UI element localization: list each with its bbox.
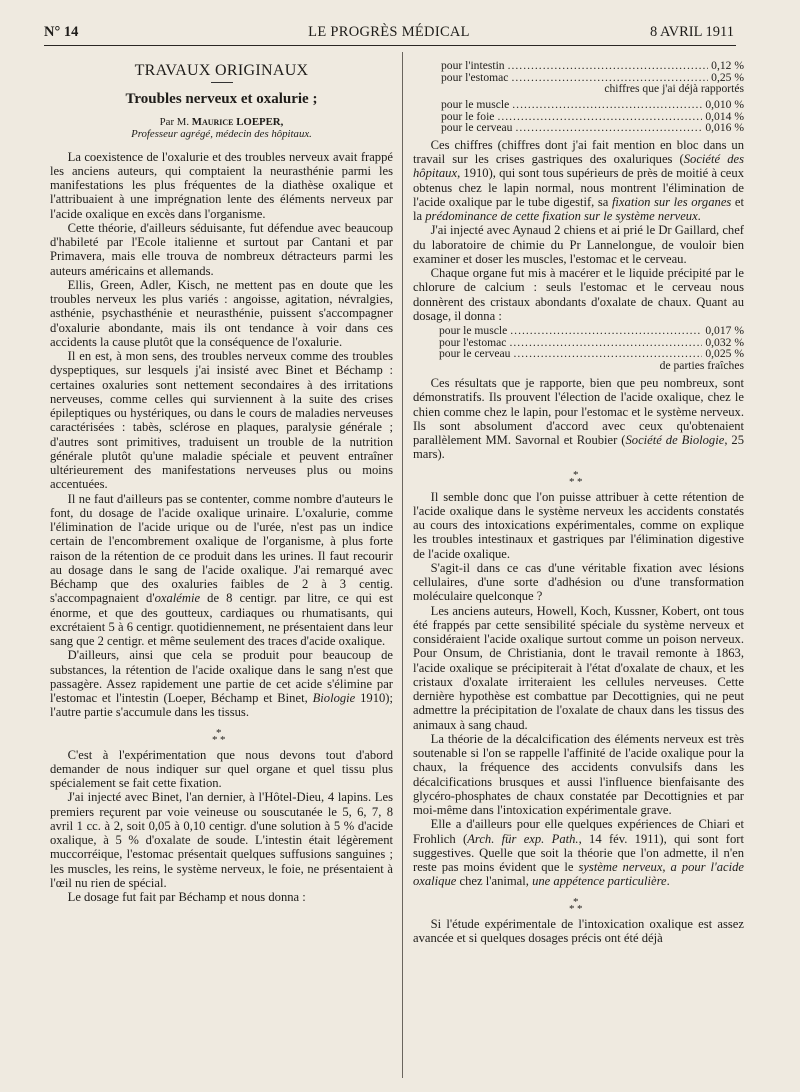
issue-number: N° 14: [44, 24, 79, 40]
author-affiliation: Professeur agrégé, médecin des hôpitaux.: [131, 128, 312, 140]
dosage-list-rabbit-digestive: [441, 60, 744, 95]
dosage-row: pour le muscle ..... 0,010 %: [441, 99, 744, 111]
byline: [50, 116, 393, 141]
paragraph: Les anciens auteurs, Howell, Koch, Kussner, Kobert, ont tous été frappés par cette sensibilité spéciale du système nerveux et considéraient l'acide oxalique surtout comme un poison nerveux. Pour Onsum, de Christiania, dont le travail remonte à 1863, l'acide oxalique se précipiterait à l'état d'oxalate de chaux, et les cristaux d'oxalate irriteraient les cellules nerveuses. Cette dernière hypothèse est combattue par Decottignies, qui ne peut admettre la précipitation de l'oxalate de chaux dans les tissus des animaux à sang chaud.: [413, 603, 744, 732]
dosage-row: pour le cerveau ..... 0,016 %: [441, 122, 744, 134]
emphasis: prédominance de cette fixation sur le système nerveux: [425, 209, 698, 224]
journal-title: LE PROGRÈS MÉDICAL: [308, 24, 470, 40]
paragraph: Il en est, à mon sens, des troubles nerveux comme des troubles dyspeptiques, sur lesquels j'ai insisté avec Binet et Béchamp : certaines oxaluries sont nettement secondaires à des irritations nerveuses, comme celles qui surviennent à la suite des crises épileptiques ou hystériques, ou dans le cours de maladies nerveuses caractérisées : tabès, sclérose en plaques, paralysie générale ; d'autres sont primitives, traduisent un trouble de la nutrition générale plutôt qu'une maladie spéciale et peuvent entraîner ultérieurement des manifestations nerveuses plus ou moins accentuées.: [50, 349, 393, 492]
article-title: Troubles nerveux et oxalurie ;: [125, 91, 318, 108]
text-run: Elle a d'ailleurs pour elle quelques expériences de Chiari et Frohlich (: [413, 817, 744, 846]
author-name: Maurice LOEPER,: [191, 115, 284, 128]
section-rule: [211, 82, 233, 83]
paragraph: Chaque organe fut mis à macérer et le liquide précipité par le chlorure de calcium : seuls l'estomac et le cerveau nous donnèrent des cristaux abondants d'oxalate de chaux. Quant au dosage, il donna :: [413, 266, 744, 323]
paragraph: S'agit-il dans ce cas d'une véritable fixation avec lésions cellulaires, d'une sorte d'adhésion ou d'une transformation moléculaire quelconque ?: [413, 560, 744, 604]
emphasis: oxalémie: [154, 591, 201, 606]
paragraph: [413, 817, 744, 888]
asterism-divider: * * *: [569, 895, 583, 915]
text-run: .: [697, 209, 701, 224]
dosage-row: pour l'estomac ..... 0,25 %: [441, 72, 744, 84]
emphasis: système nerveux, a pour l'acide oxalique: [413, 860, 744, 889]
text-run: Ces résultats que je rapporte, bien que peu nombreux, sont démonstratifs. Ils prouvent l'élection de l'acide oxalique, chez le chien comme chez le lapin, pour l'estomac et le système nerveux. Ils sont absolument d'accord avec ceux qu'obtenaient parallèlement MM. Savornal et Roubier (: [413, 376, 744, 447]
section-heading: TRAVAUX ORIGINAUX: [134, 62, 309, 79]
text-run: 1910); l'autre partie s'accumule dans les tissus.: [50, 691, 393, 720]
column-divider: [402, 52, 403, 1078]
emphasis: Arch. für exp. Path.: [467, 831, 579, 846]
text-run: Il ne faut d'ailleurs pas se contenter, comme nombre d'auteurs le font, du dosage de l'acide oxalique urinaire. L'oxalurie, comme l'élimination de l'acide urique ou de l'urée, n'est pas un indice certain de l'encombrement oxalique de l'organisme, à plus forte raison de la rétention de ce produit dans les urines. Il faut recourir au dosage dans le sang de l'acide oxalique. J'ai remarqué avec Béchamp que des oxaluries faibles de 2 à 3 centig. s'accompagnaient d': [50, 491, 393, 606]
dosage-list-dog: [439, 325, 744, 372]
list-caption: de parties fraîches: [659, 359, 744, 372]
right-column: [413, 58, 744, 945]
dosage-row: pour l'estomac ..... 0,032 %: [439, 337, 744, 349]
emphasis: Société de Biologie: [625, 433, 725, 447]
text-run: et la: [413, 194, 744, 224]
header-rule: [44, 45, 736, 46]
text-run: , 25 mars).: [413, 433, 745, 462]
emphasis: Biologie: [312, 691, 356, 705]
left-column: [50, 58, 393, 904]
paragraph: [413, 138, 744, 224]
emphasis: fixation sur les organes: [611, 194, 732, 209]
text-run: chez l'animal,: [456, 874, 533, 889]
asterism-divider: * * *: [569, 468, 583, 488]
dosage-row: pour le muscle ..... 0,017 %: [439, 325, 744, 337]
emphasis: une appétence particulière: [532, 874, 667, 889]
paragraph: J'ai injecté avec Binet, l'an dernier, à l'Hôtel-Dieu, 4 lapins. Les premiers reçurent par voie veineuse ou souscutanée le 5, 6, 7, 8 avril 1 cc. à 2, soit 0,05 à 0,10 centigr. d'une solution à 5 % d'acide oxalique, à 5 % d'oxalate de soude. L'intestin était légèrement muccorréique, l'estomac présentait quelques suffusions sanguines ; les muscles, les reins, le système nerveux, le foie, ne présentaient à l'œil nu rien de spécial.: [50, 790, 393, 890]
dosage-row: pour l'intestin ..... 0,12 %: [441, 60, 744, 72]
byline-prefix: Par M.: [159, 115, 192, 128]
emphasis: Société des hôpitaux: [413, 152, 744, 181]
dosage-list-rabbit-organs: [441, 99, 744, 134]
paragraph: C'est à l'expérimentation que nous devons tout d'abord demander de nous indiquer sur quel organe et quel tissu plus spécialement se fait cette fixation.: [50, 747, 393, 790]
paragraph: [413, 376, 744, 462]
text-run: , 1910), qui sont tous supérieurs de près de moitié à ceux obtenus chez le lapin normal, nous montrent l'élimination de l'acide oxalique par le tube digestif, sa: [413, 166, 744, 209]
paragraph: [50, 492, 393, 649]
paragraph: La théorie de la décalcification des éléments nerveux est très soutenable si l'on se rappelle l'affinité de l'acide oxalique pour la chaux, la fréquence des accidents convulsifs dans les décalcifications brusques et aussi l'influence bienfaisante des glycéro-phosphates de chaux constatée par Decottignies et par moi-même dans l'intoxication expérimentale grave.: [413, 731, 744, 817]
paragraph: J'ai injecté avec Aynaud 2 chiens et ai prié le Dr Gaillard, chef du laboratoire de chimie du Pr Lannelongue, de vouloir bien examiner et doser les muscles, l'estomac et le cerveau.: [413, 223, 744, 266]
paragraph: La coexistence de l'oxalurie et des troubles nerveux avait frappé les anciens auteurs, qui comptaient la neurasthénie parmi les manifestations les plus fréquentes de la diathèse oxalique et l'attribuaient à une imprégnation lente des éléments nerveux par l'acide oxalique en excès dans l'organisme.: [50, 149, 393, 221]
paragraph: Si l'étude expérimentale de l'intoxication oxalique est assez avancée et si quelques dosages précis ont été déjà: [413, 916, 744, 945]
list-caption: chiffres que j'ai déjà rapportés: [604, 82, 744, 96]
issue-date: 8 AVRIL 1911: [649, 24, 734, 40]
paragraph: Ellis, Green, Adler, Kisch, ne mettent pas en doute que les troubles nerveux les plus variés : angoisse, agitation, névralgies, asthénie, psychasthénie et neurasthénie, puissent s'accompagner d'oxalurie abondante, mais ils ont tendance à voir dans ces accidents la cause plutôt que la conséquence de l'oxalurie.: [50, 277, 393, 349]
running-header: [44, 24, 734, 46]
paragraph: Il semble donc que l'on puisse attribuer à cette rétention de l'acide oxalique dans le système nerveux les accidents constatés au cours des intoxications expérimentales, comme on explique les troubles intestinaux et gastriques par l'élimination digestive de l'acide oxalique.: [413, 489, 744, 561]
text-run: .: [666, 874, 670, 889]
text-run: de 8 centigr. par litre, ce qui est énorme, et que des goutteux, cardiaques ou rhumatisants, qui excrétaient 5 à 6 centigr. quotidiennement, ne présentaient dans leur sang que 2 centigr. et même seulement des traces d'acide oxalique.: [50, 591, 394, 648]
text-run: Ces chiffres (chiffres dont j'ai fait mention en bloc dans un travail sur les crises gastriques des oxaluriques (: [413, 137, 744, 167]
text-run: , 14 fév. 1911), qui sont fort suggestives. Quelle que soit la théorie que l'on admette, il n'en reste pas moins évident que le: [413, 831, 744, 874]
paragraph: [50, 648, 393, 719]
dosage-row: pour le cerveau ..... 0,025 %: [439, 348, 744, 360]
text-run: D'ailleurs, ainsi que cela se produit pour beaucoup de substances, la rétention de l'acide oxalique dans le sang n'est que passagère. Assez rapidement une partie de cet acide s'élimine par l'estomac et l'intestin (Loeper, Béchamp et Binet,: [50, 648, 393, 705]
asterism-divider: * * *: [212, 726, 226, 746]
paragraph: Cette théorie, d'ailleurs séduisante, fut défendue avec beaucoup d'habileté par l'Ecole italienne et surtout par Cantani et par Primavera, mais elle trouva de nombreux détracteurs parmi les auteurs américains et allemands.: [50, 220, 393, 278]
paragraph: Le dosage fut fait par Béchamp et nous donna :: [67, 890, 306, 904]
dosage-row: pour le foie ..... 0,014 %: [441, 111, 744, 123]
